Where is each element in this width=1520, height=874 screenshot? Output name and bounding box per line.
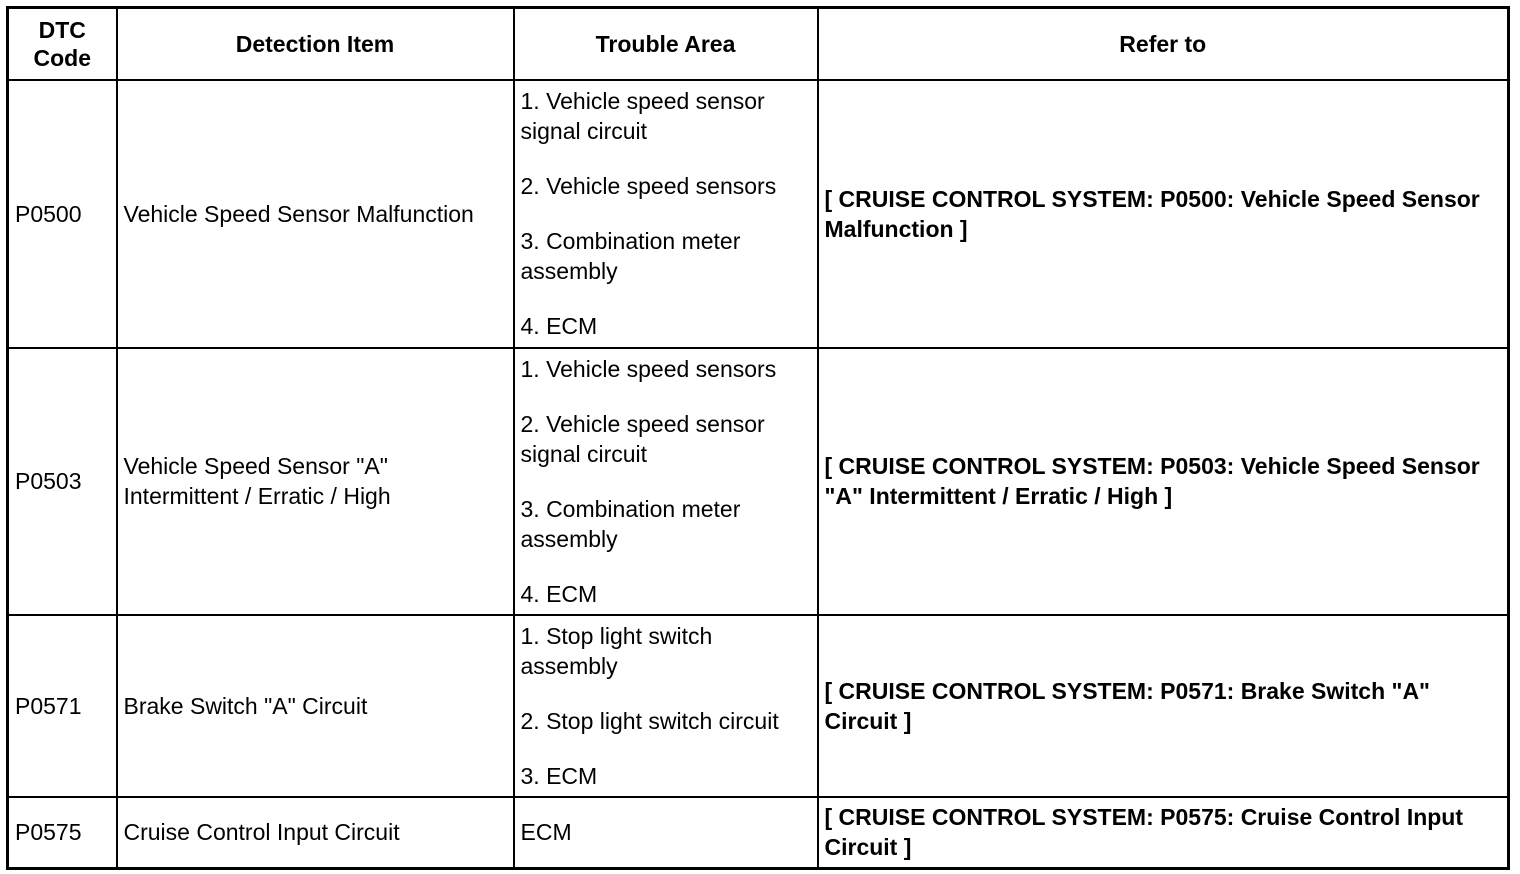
header-trouble-area: Trouble Area	[514, 8, 818, 80]
dtc-code-cell: P0503	[8, 348, 117, 615]
trouble-area-item: 3. Combination meter assembly	[520, 228, 741, 284]
trouble-area-item: 4. ECM	[520, 580, 598, 607]
table-row	[8, 797, 1509, 869]
trouble-area-item: 2. Vehicle speed sensors	[520, 173, 777, 199]
dtc-code-cell: P0571	[8, 615, 117, 797]
dtc-code-cell: P0500	[8, 80, 117, 348]
detection-item-cell: Vehicle Speed Sensor Malfunction	[117, 80, 514, 348]
detection-item-cell: Brake Switch "A" Circuit	[117, 615, 514, 797]
dtc-code-cell: P0575	[8, 797, 117, 869]
trouble-area-item: 1. Vehicle speed sensor signal circuit	[520, 88, 765, 144]
detection-item-cell: Cruise Control Input Circuit	[117, 797, 514, 869]
table-row	[8, 80, 1509, 348]
trouble-area-item: 4. ECM	[520, 313, 598, 339]
table-header-row	[8, 8, 1509, 80]
dtc-table	[6, 6, 1510, 870]
trouble-area-item: 1. Vehicle speed sensors	[520, 355, 777, 382]
refer-to-link[interactable]: [ CRUISE CONTROL SYSTEM: P0571: Brake Switch "A" Circuit ]	[818, 615, 1509, 797]
trouble-area-item: 2. Vehicle speed sensor signal circuit	[520, 410, 765, 467]
header-detection-item: Detection Item	[117, 8, 514, 80]
header-dtc-code: DTC Code	[8, 8, 117, 80]
table-row	[8, 348, 1509, 615]
trouble-area-cell	[514, 615, 818, 797]
trouble-area-cell	[514, 348, 818, 615]
trouble-area-item: 2. Stop light switch circuit	[520, 707, 779, 734]
refer-to-link[interactable]: [ CRUISE CONTROL SYSTEM: P0575: Cruise Control Input Circuit ]	[818, 797, 1509, 869]
trouble-area-item: 1. Stop light switch assembly	[520, 622, 713, 679]
detection-item-cell: Vehicle Speed Sensor "A" Intermittent / Erratic / High	[117, 348, 514, 615]
trouble-area-item: 3. Combination meter assembly	[520, 495, 741, 552]
trouble-area-cell	[514, 80, 818, 348]
trouble-area-item: ECM	[520, 819, 572, 846]
trouble-area-item: 3. ECM	[520, 762, 598, 789]
trouble-area-cell	[514, 797, 818, 869]
table-row	[8, 615, 1509, 797]
refer-to-link[interactable]: [ CRUISE CONTROL SYSTEM: P0500: Vehicle Speed Sensor Malfunction ]	[818, 80, 1509, 348]
header-refer-to: Refer to	[818, 8, 1509, 80]
refer-to-link[interactable]: [ CRUISE CONTROL SYSTEM: P0503: Vehicle Speed Sensor "A" Intermittent / Erratic / High ]	[818, 348, 1509, 615]
